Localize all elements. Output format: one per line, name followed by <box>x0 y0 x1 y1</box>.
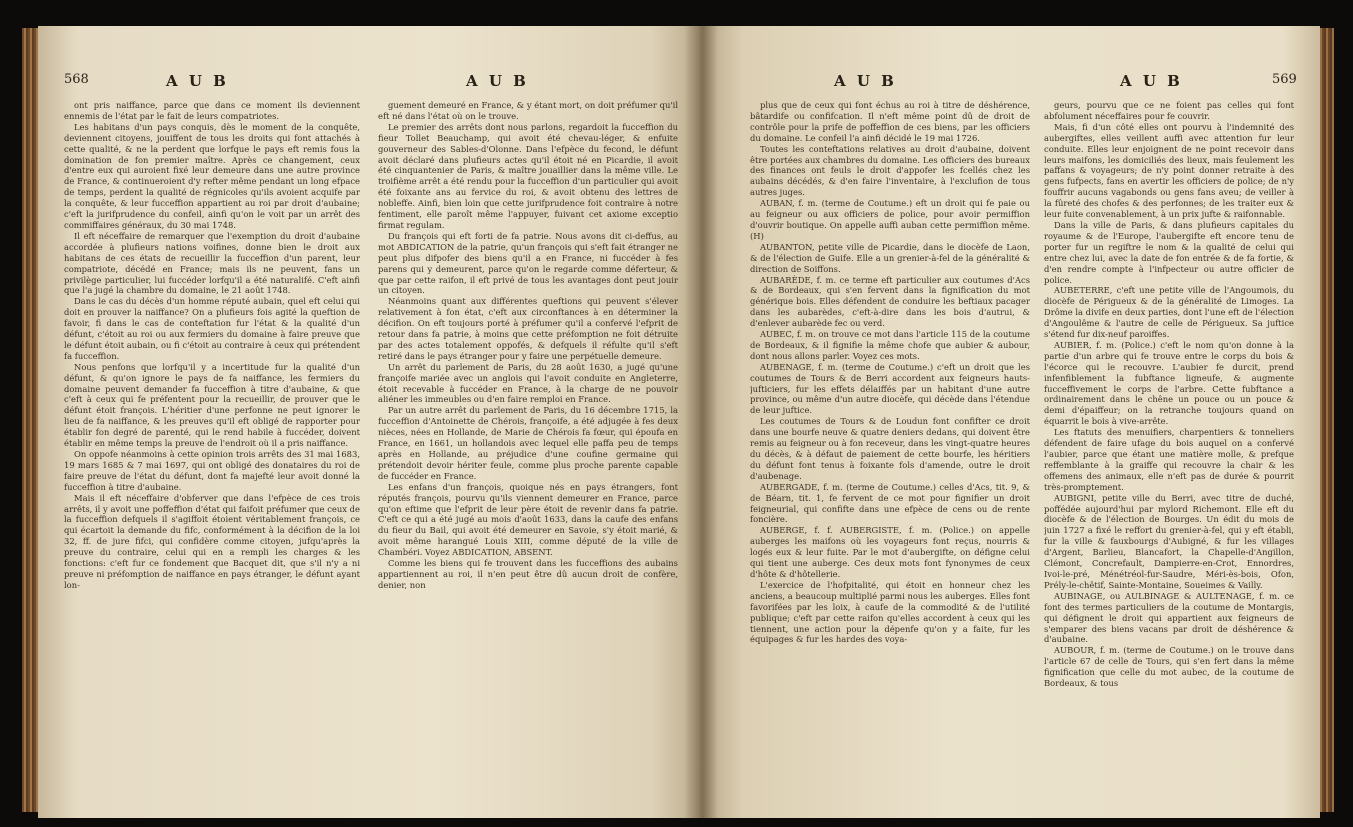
paragraph: Toutes les conteftations relatives au droit d'aubaine, doivent être portées aux chambres du domaine. Les officiers des bureaux des finances ont feuls le droit d'appofer les fcellés chez les aubains décédés, & d'en faire l'inventaire, à l'exclufion de tous autres juges. <box>750 143 1030 198</box>
paragraph: Nous penfons que lorfqu'il y a incertitude fur la qualité d'un défunt, & qu'on ignore le pays de fa naiffance, les fermiers du domaine peuvent demander fa fucceffion à titre d'aubaine, & que c'eft à ceux qui fe préfentent pour la recueillir, de prouver que le défunt étoit françois. L'héritier d'une perfonne ne peut ignorer le lieu de fa naiffance, & les preuves qu'il eft obligé de rapporter pour établir fon degré de parenté, qui le rend habile à fuccéder, doivent établir en même temps la preuve de l'endroit où il a pris naiffance. <box>64 361 360 449</box>
paragraph: Les habitans d'un pays conquis, dès le moment de la conquête, deviennent citoyens, jouiffent de tous les droits qui font attachés à cette qualité, & ne la perdent que lorfque le pays eft remis fous la domination de fon premier maître. Après ce changement, ceux d'entre eux qui auroient fixé leur demeure dans une autre province de France, & continueroient d'y refter même pendant un long efpace de temps, perdent la qualité de régnicoles qu'ils avoient acquife par la conquête, & leur fucceffion appartient au roi par droit d'aubaine; c'eft la jurifprudence du confeil, ainfi qu'on le voit par un arrêt des commiffaires généraux, du 30 mai 1748. <box>64 121 360 230</box>
paragraph: plus que de ceux qui font échus au roi à titre de déshérence, bâtardife ou confifcation. Il n'eft même point dû de droit de contrôle pour la prife de poffeffion de ces biens, par les officiers du domaine. Le confeil l'a ainfi décidé le 19 mai 1726. <box>750 100 1030 143</box>
paragraph: Par un autre arrêt du parlement de Paris, du 16 décembre 1715, la fucceffion d'Antoinette de Chérois, françoife, a été adjugée à fes deux nièces, nées en Hollande, de Marie de Chérois fa fœur, qui époufa en France, en 1661, un hollandois avec lequel elle paffa peu de temps après en Hollande, au préjudice d'une coufine germaine qui prétendoit devoir hériter feule, comme plus proche parente capable de fuccéder en France. <box>378 405 678 481</box>
paragraph: Mais il eft néceffaire d'obferver que dans l'efpèce de ces trois arrêts, il y avoit une poffeffion d'état qui faifoit préfumer que ceux de la fucceffion defquels il s'agiffoit étoient véritablement françois, ce qui écartoit la demande du fifc, conformément à la décifion de la loi 32, ff. de jure fifci, qui confidère comme citoyen, jufqu'après la preuve du contraire, celui qui en a rempli les charges & les fonctions: c'eft fur ce fondement que Bacquet dit, que s'il n'y a ni preuve ni préfomption de naiffance en pays étranger, le défunt ayant lon- <box>64 492 360 590</box>
paragraph: AUBEC, f. m. on trouve ce mot dans l'article 115 de la coutume de Bordeaux, & il fignifie la même chofe que aubier & aubour, dont nous allons parler. Voyez ces mots. <box>750 329 1030 361</box>
column-2 <box>378 100 678 818</box>
paragraph: ont pris naiffance, parce que dans ce moment ils deviennent ennemis de l'état par le fait de leurs compatriotes. <box>64 100 360 121</box>
column-3 <box>750 100 1030 818</box>
paragraph: Un arrêt du parlement de Paris, du 28 août 1630, a jugé qu'une françoife mariée avec un anglois qui l'avoit conduite en Angleterre, étoit recevable à fuccéder en France, à la charge de ne pouvoir aliéner les immeubles ou d'en faire remploi en France. <box>378 361 678 405</box>
page-number-left: 568 <box>64 72 89 87</box>
page-number-right: 569 <box>1272 72 1297 87</box>
running-head-left-2: A U B <box>466 72 529 90</box>
paragraph: On oppofe néanmoins à cette opinion trois arrêts des 31 mai 1683, 19 mars 1685 & 7 mai 1697, qui ont obligé des donataires du roi de faire preuve de l'état du défunt, dont fa majefté leur avoit donné la fucceffion à titre d'aubaine. <box>64 449 360 492</box>
paragraph: AUBINAGE, ou AULBINAGE & AULTENAGE, f. m. ce font des termes particuliers de la coutume de Montargis, qui défignent le droit qui appartient aux feigneurs de s'emparer des biens vacans par droit de déshérence & d'aubaine. <box>1044 590 1294 645</box>
left-page <box>38 26 704 818</box>
paragraph: AUBOUR, f. m. (terme de Coutume.) on le trouve dans l'article 67 de celle de Tours, qui s'en fert dans la même fignification que celle du mot aubec, de la coutume de Bordeaux, & tous <box>1044 645 1294 689</box>
paragraph: Les ftatuts des menuifiers, charpentiers & tonneliers défendent de faire ufage du bois auquel on a confervé l'aubier, parce que étant une matière molle, & prefque reffemblante à la graiffe qui recouvre la chair & les offemens des animaux, elle n'eft pas de durée & pourrit très-promptement. <box>1044 427 1294 492</box>
paragraph: AUBERGE, f. f. AUBERGISTE, f. m. (Police.) on appelle auberges les maifons où les voyageurs font reçus, nourris & logés eux & leur fuite. Par le mot d'aubergifte, on défigne celui qui tient une auberge. Ces deux mots font fynonymes de ceux d'hôte & d'hôtellerie. <box>750 525 1030 579</box>
paragraph: Dans le cas du décès d'un homme réputé aubain, quel eft celui qui doit en prouver la naiffance? On a plufieurs fois agité la queftion de favoir, fi dans le cas de conteftation fur l'état & la qualité d'un défunt, c'étoit au roi ou aux fermiers du domaine à faire preuve que le défunt étoit aubain, ou fi c'étoit au contraire à ceux qui prétendent fa fucceffion. <box>64 296 360 361</box>
right-page <box>700 26 1320 818</box>
paragraph: Dans la ville de Paris, & dans plufieurs capitales du royaume & de l'Europe, l'aubergifte eft encore tenu de porter fur un regiftre le nom & la qualité de celui qui entre chez lui, avec la date de fon entrée & de fa fortie, & d'en rendre compte à l'infpecteur ou autre officier de police. <box>1044 219 1294 285</box>
paragraph: AUBETERRE, c'eft une petite ville de l'Angoumois, du diocèfe de Périgueux & de la généralité de Limoges. La Drôme la divife en deux parties, dont l'une eft de l'élection d'Angoulême & l'autre de celle de Périgueux. Sa juftice s'étend fur dix-neuf paroiffes. <box>1044 285 1294 340</box>
paragraph: AUBANTON, petite ville de Picardie, dans le diocèfe de Laon, & de l'élection de Guife. Elle a un grenier-à-fel de la généralité & direction de Soiffons. <box>750 241 1030 274</box>
book-gutter <box>684 26 718 818</box>
paragraph: Mais, fi d'un côté elles ont pourvu à l'indemnité des aubergiftes, elles veillent auffi avec attention fur leur conduite. Elles leur enjoignent de ne point recevoir dans leurs maifons, les domiciliés des lieux, mais feulement les paffans & voyageurs; de n'y point donner retraite à des gens fufpects, fans en avertir les officiers de police; de n'y fouffrir aucuns vagabonds ou gens fans aveu; de veiller à la fûreté des chofes & des perfonnes; de les traiter eux & leur fuite convenablement, à un prix jufte & raifonnable. <box>1044 121 1294 220</box>
running-head-left-1: A U B <box>166 72 229 90</box>
paragraph: AUBAN, f. m. (terme de Coutume.) eft un droit qui fe paie ou au feigneur ou aux officiers de police, pour avoir permiffion d'ouvrir boutique. On appelle auffi auban cette permiffion même. (H) <box>750 198 1030 241</box>
book-edge-right <box>1318 28 1334 812</box>
column-4 <box>1044 100 1294 818</box>
paragraph: Du françois qui eft forti de fa patrie. Nous avons dit ci-deffus, au mot ABDICATION de la patrie, qu'un françois qui s'eft fait étranger ne peut plus difpofer des biens qu'il a en France, ni fuccéder à fes parens qui y demeurent, parce qu'on le regarde comme déferteur, & que par cette raifon, il eft privé de tous les avantages dont peut jouir un citoyen. <box>378 230 678 296</box>
paragraph: Il eft néceffaire de remarquer que l'exemption du droit d'aubaine accordée à plufieurs nations voifines, donne bien le droit aux habitans de ces états de recueillir la fucceffion d'un parent, leur compatriote, décédé en France; mais ils ne peuvent, fans un privilège particulier, lui fuccéder lorfqu'il a été naturalifé. C'eft ainfi que l'a jugé la chambre du domaine, le 21 août 1748. <box>64 230 360 296</box>
running-head-right-1: A U B <box>834 72 897 90</box>
paragraph: Le premier des arrêts dont nous parlons, regardoit la fucceffion du fieur Tollet Beauchamp, qui avoit été chevau-léger, & enfuite gouverneur des Sables-d'Olonne. Dans l'efpèce du fecond, le défunt avoit déclaré dans plufieurs actes qu'il étoit né en Picardie, il avoit été cinquantenier de Paris, & maître jouaillier dans la même ville. Le troifième arrêt a été rendu pour la fucceffion d'un particulier qui avoit été foixante ans au fervice du roi, & avoit obtenu des lettres de nobleffe. Ainfi, bien loin que cette jurifprudence foit contraire à notre fentiment, elle paroît même l'appuyer, fuivant cet axiome exceptio firmat regulam. <box>378 121 678 230</box>
paragraph: geurs, pourvu que ce ne foient pas celles qui font abfolument néceffaires pour fe couvrir. <box>1044 100 1294 121</box>
paragraph: Néanmoins quant aux différentes queftions qui peuvent s'élever relativement à fon état, c'eft aux circonftances à en déterminer la décifion. On eft toujours porté à préfumer qu'il a confervé l'efprit de retour dans fa patrie, à moins que cette préfomption ne foit détruite par des actes totalement oppofés, & defquels il réfulte qu'il s'eft retiré dans le pays étranger pour y faire une perpétuelle demeure. <box>378 296 678 361</box>
paragraph: Les enfans d'un françois, quoique nés en pays étrangers, font réputés françois, pourvu qu'ils viennent demeurer en France, parce qu'on eftime que l'efprit de leur père étoit de revenir dans fa patrie. C'eft ce qui a été jugé au mois d'août 1633, dans la caufe des enfans du fieur du Bail, qui avoit été demeurer en Savoie, s'y étoit marié, & avoit même harangué Louis XIII, comme député de la ville de Chambéri. Voyez ABDICATION, ABSENT. <box>378 481 678 558</box>
running-head-right-2: A U B <box>1120 72 1183 90</box>
paragraph: AUBERGADE, f. m. (terme de Coutume.) celles d'Acs, tit. 9, & de Béarn, tit. 1, fe fervent de ce mot pour fignifier un droit feigneurial, qui confifte dans une efpèce de cens ou de rente foncière. <box>750 481 1030 525</box>
paragraph: guement demeuré en France, & y étant mort, on doit préfumer qu'il eft né dans l'état où on le trouve. <box>378 100 678 121</box>
paragraph: L'exercice de l'hofpitalité, qui étoit en honneur chez les anciens, a beaucoup multiplié parmi nous les auberges. Elles font favorifées par les loix, à caufe de la commodité & de l'utilité publique; c'eft par cette raifon qu'elles accordent à ceux qui les tiennent, une action pour la dépenfe qu'on y a faite, fur les équipages & fur les hardes des voya- <box>750 579 1030 645</box>
paragraph: AUBIGNI, petite ville du Berri, avec titre de duché, poffédée aujourd'hui par mylord Richemont. Elle eft du diocèfe & de l'élection de Bourges. Un édit du mois de juin 1727 a fixé le reffort du grenier-à-fel, qui y eft établi, fur la ville & fauxbourgs d'Aubigné, & fur les villages d'Argent, Barlieu, Blancafort, la Chapelle-d'Angillon, Clémont, Concrefault, Dampierre-en-Crot, Ennordres, Ivoi-le-pré, Ménétréol-fur-Saudre, Méri-ès-bois, Ofon, Prély-le-chêtif, Sainte-Montaine, Soueimes & Vailly. <box>1044 492 1294 590</box>
paragraph: Comme les biens qui fe trouvent dans les fucceffions des aubains appartiennent au roi, il n'en peut être dû aucun droit de confère, denier, non <box>378 558 678 590</box>
paragraph: AUBENAGE, f. m. (terme de Coutume.) c'eft un droit que les coutumes de Tours & de Berri accordent aux feigneurs hauts-jufticiers, fur les effets délaiffés par un habitant d'une autre province, ou même d'un autre diocèfe, qui décède dans l'étendue de leur juftice. <box>750 361 1030 416</box>
column-1 <box>64 100 360 818</box>
paragraph: AUBIER, f. m. (Police.) c'eft le nom qu'on donne à la partie d'un arbre qui fe trouve entre le corps du bois & l'écorce qui le recouvre. L'aubier fe durcit, prend infenfiblement la fubftance ligneufe, & augmente fucceffivement le corps de l'arbre. Cette fubftance a ordinairement dans le chêne un pouce ou un pouce & demi d'épaiffeur; on la retranche toujours quand on équarrit le bois à vive-arrête. <box>1044 339 1294 427</box>
paragraph: Les coutumes de Tours & de Loudun font confifter ce droit dans une bourfe neuve & quatre deniers dedans, qui doivent être remis au feigneur ou à fon receveur, dans les vingt-quatre heures du décès, & à défaut de paiement de cette bourfe, les héritiers du défunt font tenus à foixante fols d'amende, outre le droit d'aubenage. <box>750 416 1030 481</box>
paragraph: AUBARÈDE, f. m. ce terme eft particulier aux coutumes d'Acs & de Bordeaux, qui s'en fervent dans la fignification du mot générique bois. Elles défendent de conduire les beftiaux pacager dans les aubarèdes, c'eft-à-dire dans les bois d'autrui, & d'enlever aubarède fec ou verd. <box>750 274 1030 329</box>
